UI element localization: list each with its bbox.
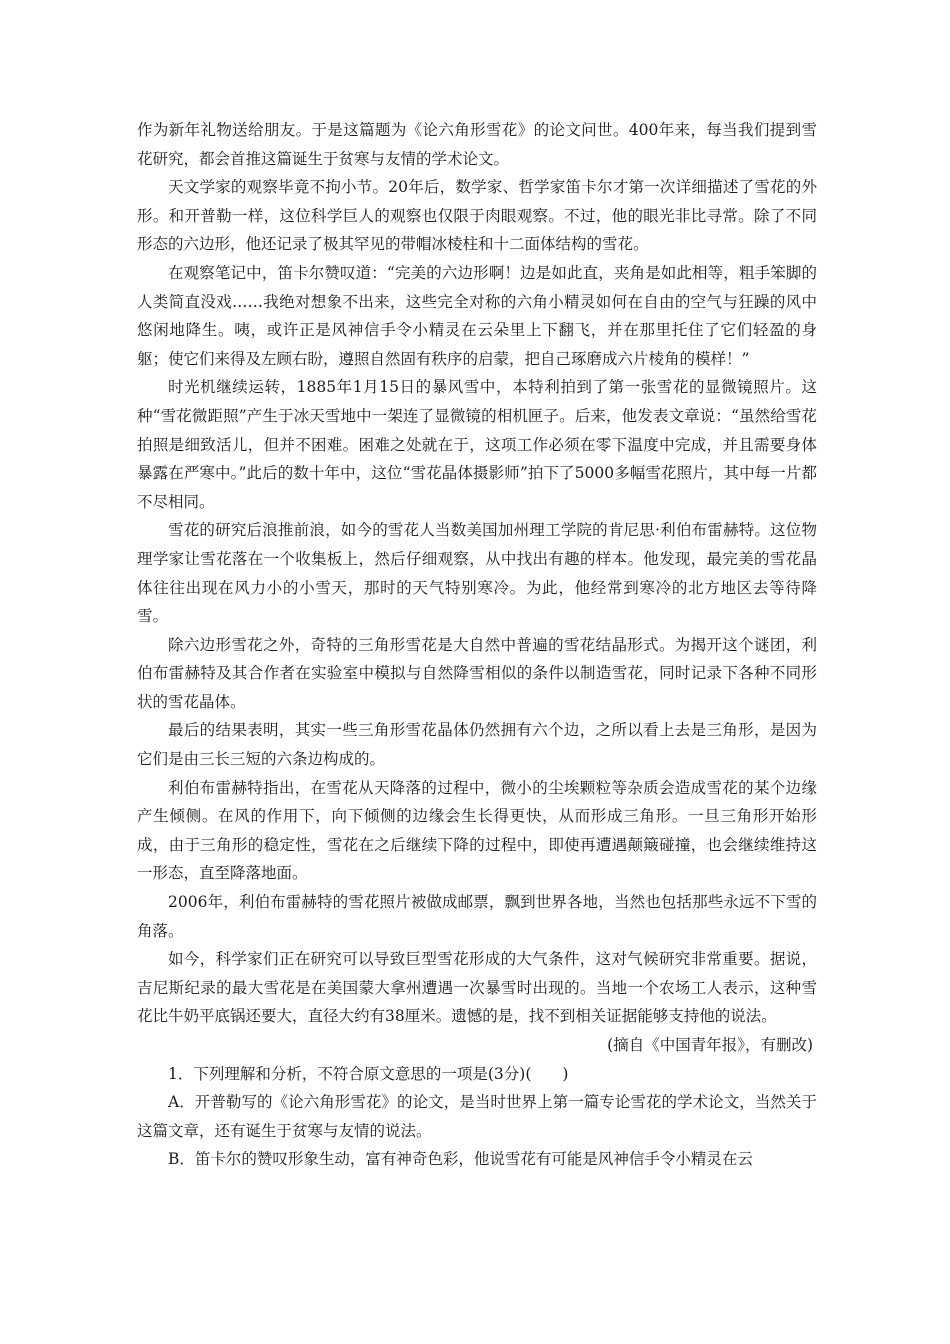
article-paragraph: 天文学家的观察毕竟不拘小节。20年后，数学家、哲学家笛卡尔才第一次详细描述了雪花的外形。和开普勒一样，这位科学巨人的观察也仅限于肉眼观察。不过，他的眼光非比寻常。除了不同形态的六边形，他还记录了极其罕见的带帽冰棱柱和十二面体结构的雪花。 bbox=[137, 178, 817, 254]
article-source: (摘自《中国青年报》，有删改) bbox=[607, 1036, 813, 1054]
article-paragraph: 最后的结果表明，其实一些三角形雪花晶体仍然拥有六个边，之所以看上去是三角形，是因为它们是由三长三短的六条边构成的。 bbox=[137, 721, 817, 769]
article-paragraph: 2006年，利伯布雷赫特的雪花照片被做成邮票，飘到世界各地，当然也包括那些永远不下雪的角落。 bbox=[137, 893, 817, 940]
question-stem: 1．下列理解和分析，不符合原文意思的一项是(3分)( ) bbox=[168, 1064, 569, 1083]
article-paragraph: 利伯布雷赫特指出，在雪花从天降落的过程中，微小的尘埃颗粒等杂质会造成雪花的某个边缘产生倾侧。在风的作用下，向下倾侧的边缘会生长得更快，从而形成三角形。一旦三角形开始形成，由于三角形的稳定性，雪花在之后继续下降的过程中，即使再遭遇颠簸碰撞，也会继续维持这一形态，直至降落地面。 bbox=[137, 778, 817, 883]
article-paragraph: 在观察笔记中，笛卡尔赞叹道：“完美的六边形啊！边是如此直，夹角是如此相等，粗手笨脚的人类简直没戏……我绝对想象不出来，这些完全对称的六角小精灵如何在自由的空气与狂躁的风中悠闲地降生。咦，或许正是风神信手令小精灵在云朵里上下翻飞，并在那里托住了它们轻盈的身躯；使它们来得及左顾右盼，遵照自然固有秩序的启蒙，把自己琢磨成六片棱角的模样！” bbox=[137, 263, 817, 368]
article-paragraph: 除六边形雪花之外，奇特的三角形雪花是大自然中普遍的雪花结晶形式。为揭开这个谜团，利伯布雷赫特及其合作者在实验室中模拟与自然降雪相似的条件以制造雪花，同时记录下各种不同形状的雪花晶体。 bbox=[137, 635, 817, 711]
article-paragraph: 时光机继续运转，1885年1月15日的暴风雪中，本特利拍到了第一张雪花的显微镜照片。这种“雪花微距照”产生于冰天雪地中一架连了显微镜的相机匣子。后来，他发表文章说：“虽然给雪花拍照是细致活儿，但并不困难。困难之处就在于，这项工作必须在零下温度中完成，并且需要身体暴露在严寒中。”此后的数十年中，这位“雪花晶体摄影师”拍下了5000多幅雪花照片，其中每一片都不尽相同。 bbox=[137, 378, 817, 511]
article-paragraph: 雪花的研究后浪推前浪，如今的雪花人当数美国加州理工学院的肯尼思·利伯布雷赫特。这位物理学家让雪花落在一个收集板上，然后仔细观察，从中找出有趣的样本。他发现，最完美的雪花晶体往往出现在风力小的小雪天，那时的天气特别寒冷。为此，他经常到寒冷的北方地区去等待降雪。 bbox=[137, 521, 817, 626]
answer-option-a: A．开普勒写的《论六角形雪花》的论文，是当时世界上第一篇专论雪花的学术论文，当然关于这篇文章，还有诞生于贫寒与友情的说法。 bbox=[137, 1093, 817, 1140]
document-body bbox=[137, 116, 817, 1174]
article-paragraph: 如今，科学家们正在研究可以导致巨型雪花形成的大气条件，这对气候研究非常重要。据说，吉尼斯纪录的最大雪花是在美国蒙大拿州遭遇一次暴雪时出现的。当地一个农场工人表示，这种雪花比牛奶平底锅还要大，直径大约有38厘米。遗憾的是，找不到相关证据能够支持他的说法。 bbox=[137, 950, 817, 1026]
answer-option-b: B．笛卡尔的赞叹形象生动，富有神奇色彩，他说雪花有可能是风神信手令小精灵在云 bbox=[168, 1150, 753, 1169]
article-paragraph: 作为新年礼物送给朋友。于是这篇题为《论六角形雪花》的论文问世。400年来，每当我们提到雪花研究，都会首推这篇诞生于贫寒与友情的学术论文。 bbox=[137, 121, 817, 168]
